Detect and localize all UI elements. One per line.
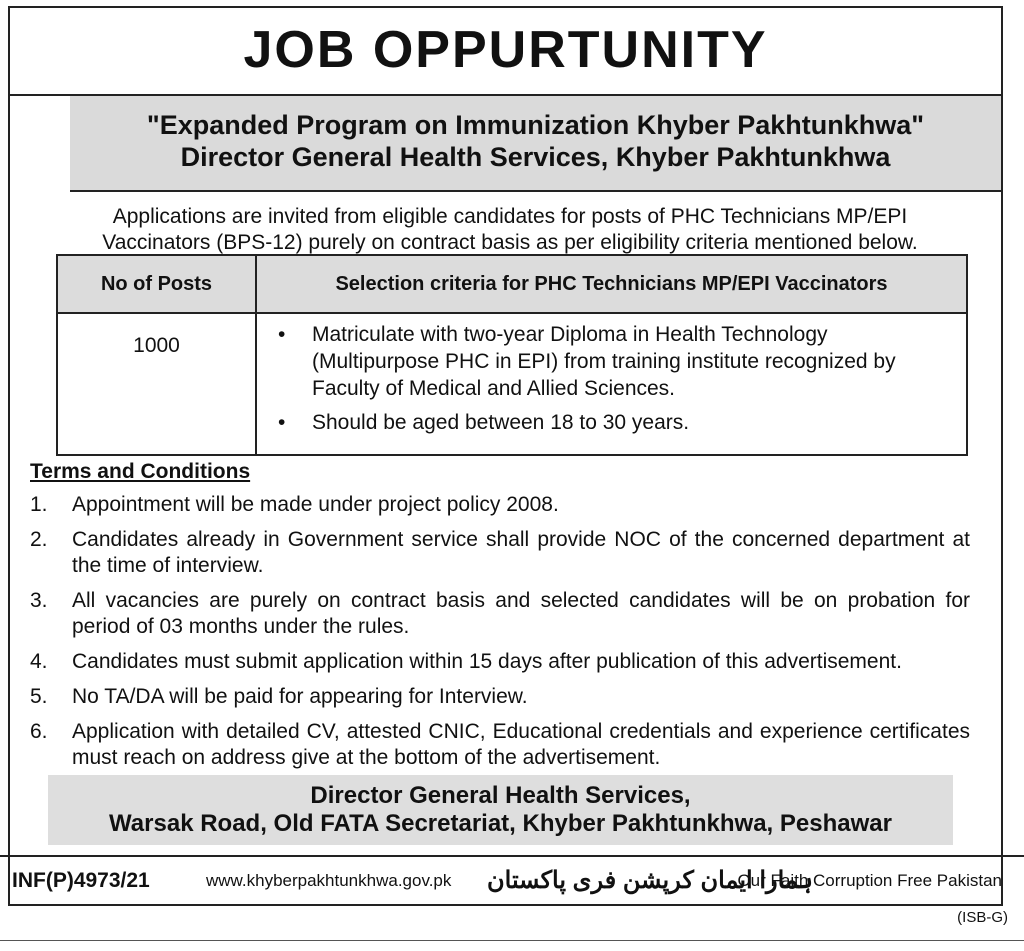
address-line-2: Warsak Road, Old FATA Secretariat, Khyber Pakhtunkhwa, Peshawar [109, 810, 892, 837]
ad-code: INF(P)4973/21 [12, 869, 150, 892]
posts-count: 1000 [57, 313, 256, 455]
department-name: Director General Health Services, Khyber Pakhtunkhwa [180, 142, 891, 172]
criteria-text: Matriculate with two-year Diploma in Health Technology (Multipurpose PHC in EPI) from training institute recognized by Faculty of Medical and Allied Sciences. [312, 323, 896, 400]
column-header-criteria: Selection criteria for PHC Technicians MP/EPI Vaccinators [256, 255, 967, 313]
list-item [268, 409, 955, 436]
bullet-icon: • [278, 411, 286, 434]
criteria-cell [256, 313, 967, 455]
address-line-1: Director General Health Services, [310, 782, 691, 809]
term-text: Appointment will be made under project policy 2008. [72, 493, 559, 516]
criteria-table [56, 254, 968, 456]
term-text: All vacancies are purely on contract basis and selected candidates will be on probation for period of 03 months under the rules. [72, 589, 970, 638]
terms-heading: Terms and Conditions [30, 460, 251, 483]
term-number: 3. [30, 589, 48, 612]
list-item [28, 588, 970, 640]
intro-line-1: Applications are invited from eligible candidates for posts of PHC Technicians MP/EPI [112, 205, 908, 228]
bullet-icon: • [278, 323, 286, 346]
column-header-posts: No of Posts [57, 255, 256, 313]
criteria-list [258, 315, 965, 453]
list-item [28, 684, 970, 710]
list-item [28, 649, 970, 675]
organization-header [70, 96, 1001, 192]
urdu-slogan: ہمارا ایمان کرپشن فری پاکستان [487, 867, 813, 894]
isb-code: (ISB-G) [957, 909, 1008, 926]
list-item [28, 492, 970, 518]
website-link[interactable]: www.khyberpakhtunkhwa.gov.pk [206, 871, 452, 890]
list-item [28, 719, 970, 771]
term-number: 6. [30, 720, 48, 743]
address-box [48, 775, 953, 845]
criteria-text: Should be aged between 18 to 30 years. [312, 411, 690, 434]
term-text: Candidates already in Government service shall provide NOC of the concerned department at the time of interview. [72, 528, 970, 577]
term-number: 5. [30, 685, 48, 708]
term-text: Candidates must submit application within 15 days after publication of this advertisement. [72, 650, 902, 673]
program-name: "Expanded Program on Immunization Khyber Pakhtunkhwa" [146, 110, 925, 140]
terms-list [28, 492, 970, 780]
list-item [28, 527, 970, 579]
table-row [57, 313, 967, 455]
table-header-row [57, 255, 967, 313]
slogan-text: Our Faith Corruption Free Pakistan [737, 871, 1002, 890]
footer-bar [0, 855, 1024, 902]
bottom-divider [0, 940, 1024, 941]
ad-title: JOB OPPURTUNITY [243, 21, 768, 79]
term-text: No TA/DA will be paid for appearing for Interview. [72, 685, 528, 708]
term-number: 4. [30, 650, 48, 673]
intro-line-2: Vaccinators (BPS-12) purely on contract basis as per eligibility criteria mentioned below. [102, 231, 918, 254]
term-number: 2. [30, 528, 48, 551]
term-text: Application with detailed CV, attested CNIC, Educational credentials and experience certificates must reach on address give at the bottom of the advertisement. [72, 720, 970, 769]
term-number: 1. [30, 493, 48, 516]
list-item [268, 321, 955, 402]
